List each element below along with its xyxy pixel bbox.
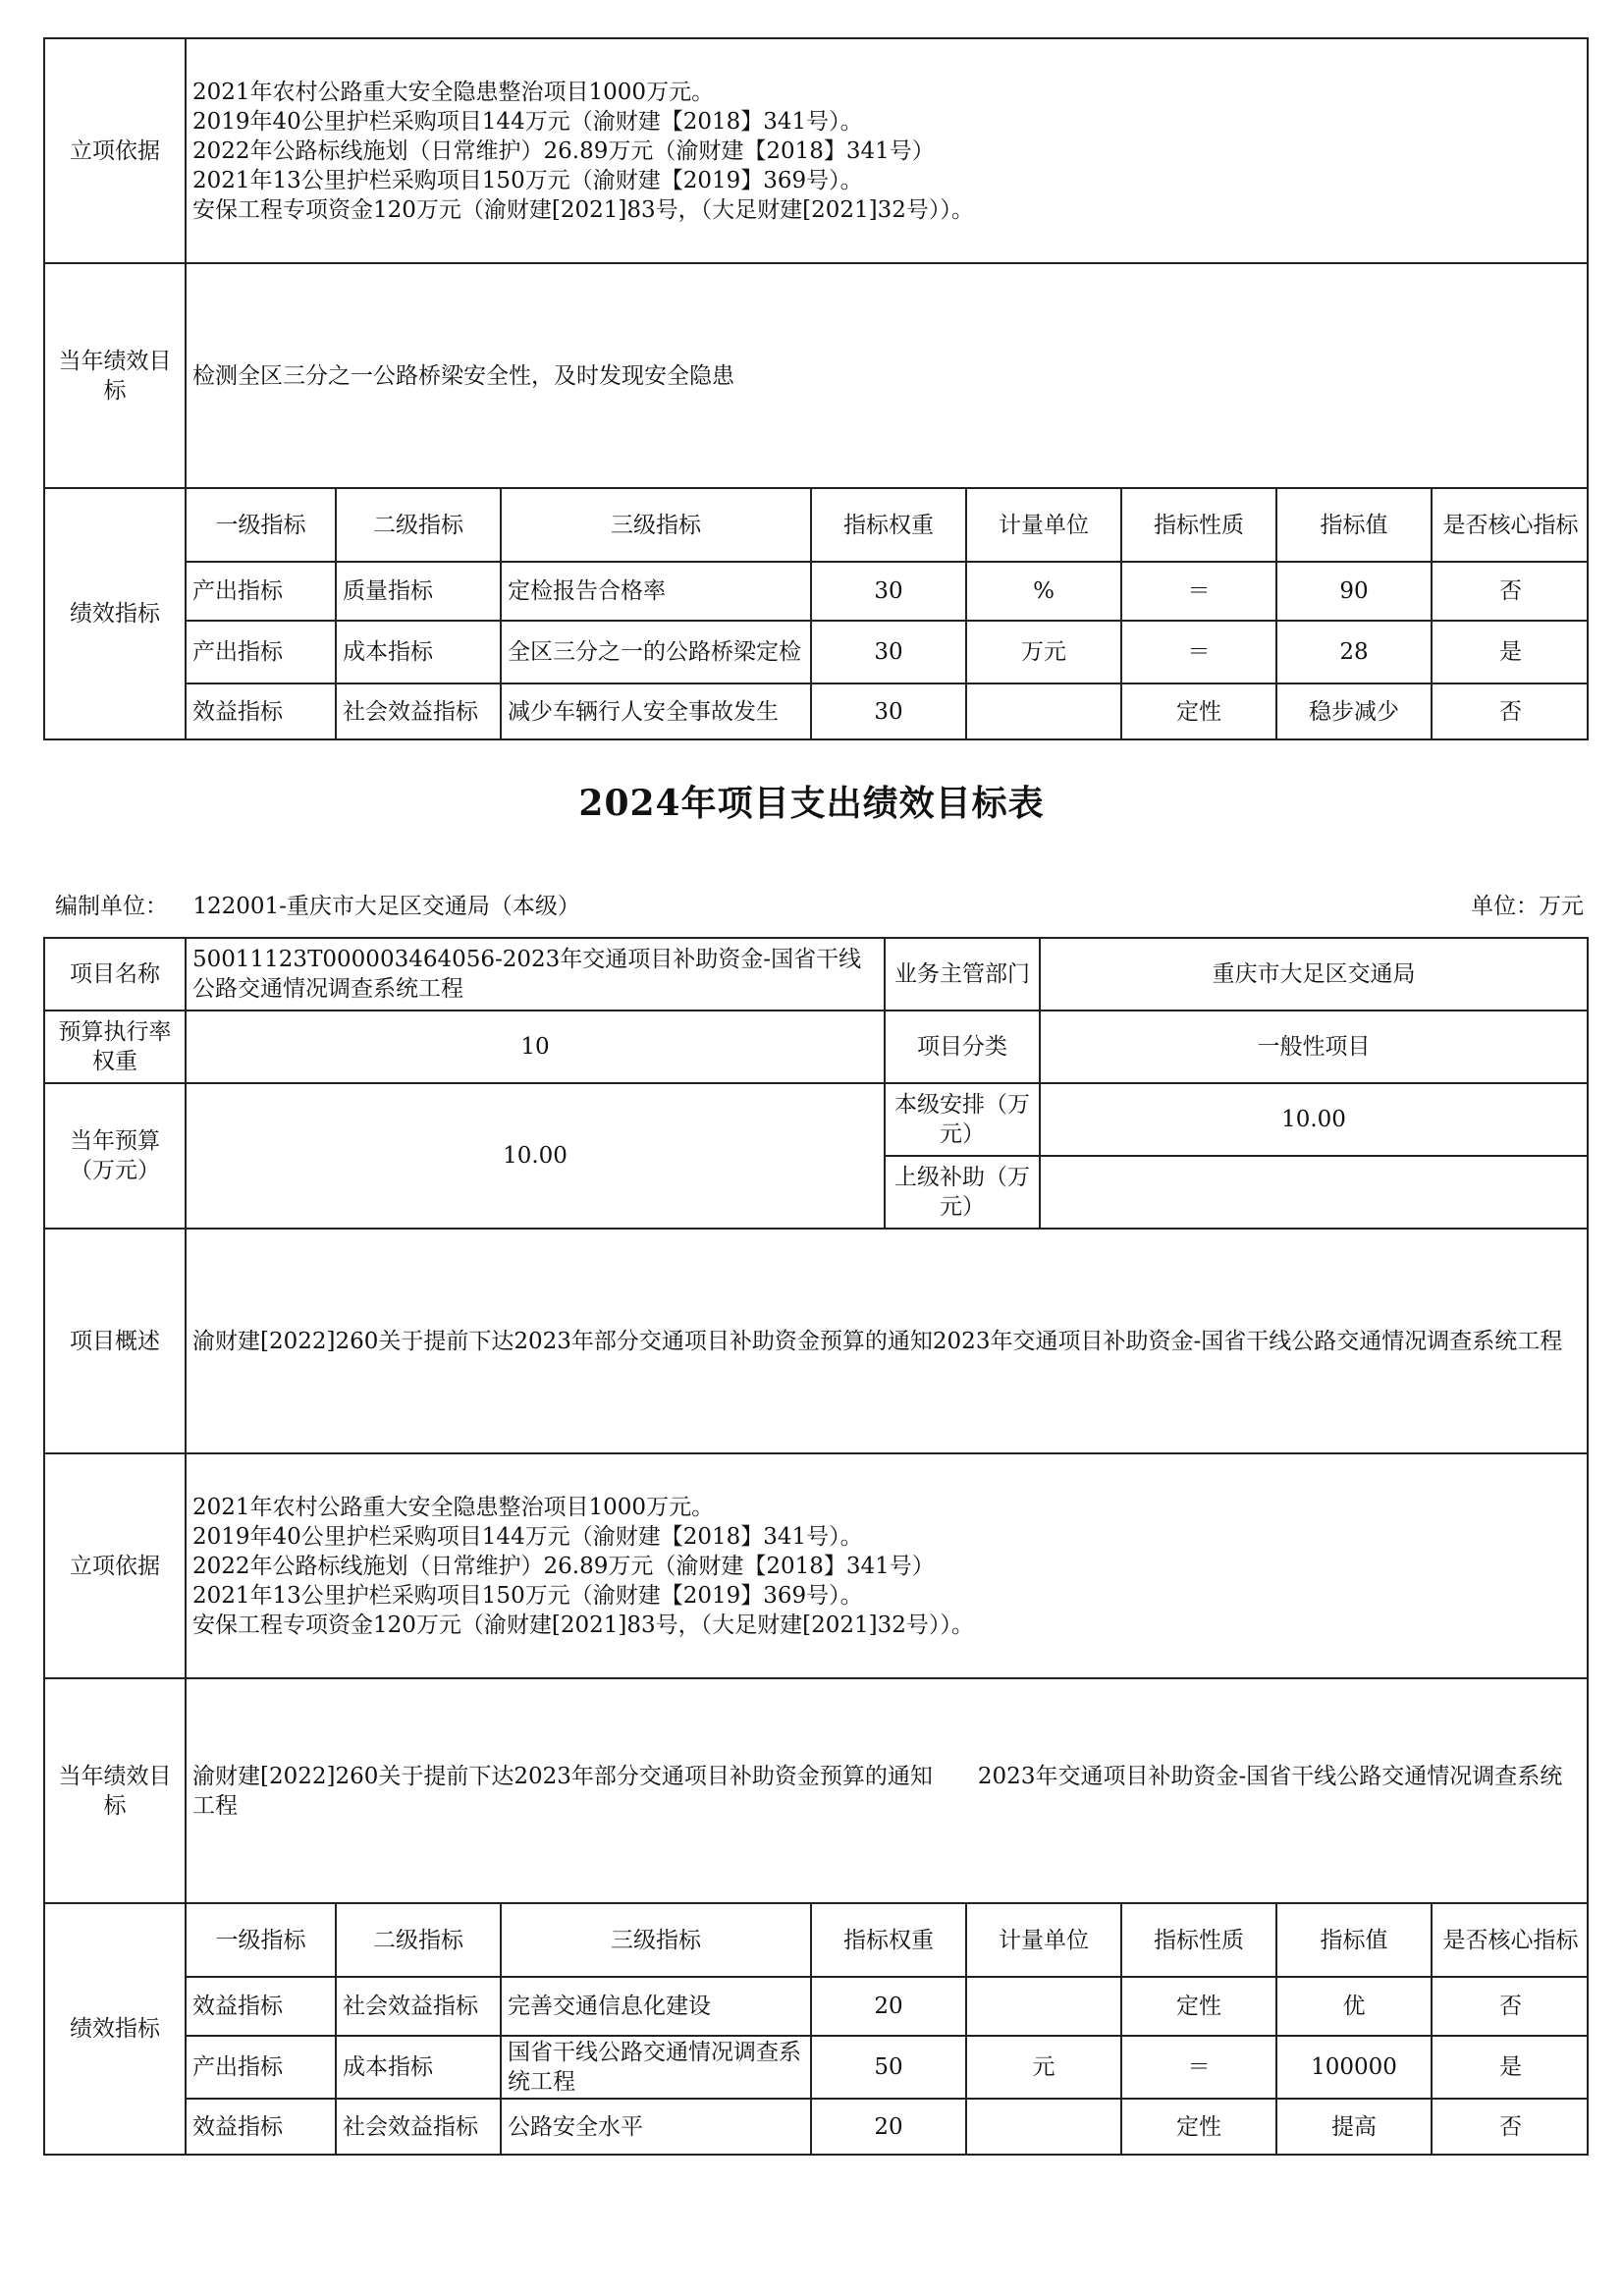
header-unit: 计量单位: [966, 1904, 1121, 1977]
cell-level1: 产出指标: [187, 2036, 336, 2099]
goal-text: 渝财建[2022]260关于提前下达2023年部分交通项目补助资金预算的通知 2023年交通项目补助资金-国省干线公路交通情况调查系统工程: [186, 1678, 1588, 1903]
cell-nature: ＝: [1121, 2036, 1276, 2099]
cell-level2: 成本指标: [336, 2036, 501, 2099]
cell-weight: 20: [811, 2099, 966, 2154]
top-basis-line: 2022年公路标线施划（日常维护）26.89万元（渝财建【2018】341号）: [192, 137, 935, 164]
cell-level1: 产出指标: [187, 621, 336, 683]
header-level3: 三级指标: [501, 1904, 811, 1977]
header-level1: 一级指标: [187, 489, 336, 562]
top-basis-label: 立项依据: [44, 38, 186, 263]
cell-nature: 定性: [1121, 683, 1276, 738]
cell-nature: 定性: [1121, 1977, 1276, 2036]
cell-weight: 30: [811, 683, 966, 738]
rate-value: 10: [186, 1011, 885, 1083]
budget-label: 当年预算（万元）: [44, 1083, 186, 1229]
page-title: 2024年项目支出绩效目标表: [578, 783, 1045, 824]
compiling-unit: [55, 888, 580, 920]
basis-line: 安保工程专项资金120万元（渝财建[2021]83号，（大足财建[2021]32号））。: [192, 1612, 974, 1638]
top-basis-line: 2021年13公里护栏采购项目150万元（渝财建【2019】369号）。: [192, 167, 863, 193]
table-row: [187, 2036, 1589, 2099]
basis-line: 2021年13公里护栏采购项目150万元（渝财建【2019】369号）。: [192, 1582, 863, 1609]
top-indicator-label: 绩效指标: [44, 488, 186, 739]
cell-unit: 万元: [966, 621, 1121, 683]
cell-core: 是: [1432, 621, 1589, 683]
cell-value: 90: [1276, 562, 1432, 621]
local-label: 本级安排（万元）: [885, 1083, 1040, 1156]
budget-value: 10.00: [186, 1083, 885, 1229]
cell-level3: 减少车辆行人安全事故发生: [501, 683, 811, 738]
overview-label: 项目概述: [44, 1229, 186, 1453]
basis-content: [186, 1453, 1588, 1678]
basis-line: 2021年农村公路重大安全隐患整治项目1000万元。: [192, 1494, 715, 1520]
header-weight: 指标权重: [811, 489, 966, 562]
cell-unit: [966, 683, 1121, 738]
table-row: [187, 2099, 1589, 2154]
category-value: 一般性项目: [1040, 1011, 1588, 1083]
cell-level1: 效益指标: [187, 2099, 336, 2154]
cell-level2: 社会效益指标: [336, 1977, 501, 2036]
cell-value: 28: [1276, 621, 1432, 683]
top-indicator-table: [187, 489, 1589, 738]
project-table: [43, 937, 1589, 2156]
cell-core: 否: [1432, 683, 1589, 738]
cell-weight: 30: [811, 562, 966, 621]
dept-value: 重庆市大足区交通局: [1040, 938, 1588, 1011]
cell-level2: 社会效益指标: [336, 2099, 501, 2154]
project-name-label: 项目名称: [44, 938, 186, 1011]
basis-line: 2022年公路标线施划（日常维护）26.89万元（渝财建【2018】341号）: [192, 1553, 935, 1579]
indicator-table: [187, 1904, 1589, 2154]
cell-value: 稳步减少: [1276, 683, 1432, 738]
basis-label: 立项依据: [44, 1453, 186, 1678]
compiling-unit-label: 编制单位：: [55, 894, 168, 919]
currency-unit: 单位：万元: [1471, 894, 1584, 919]
cell-level3: 定检报告合格率: [501, 562, 811, 621]
header-nature: 指标性质: [1121, 1904, 1276, 1977]
rate-label: 预算执行率权重: [44, 1011, 186, 1083]
cell-weight: 30: [811, 621, 966, 683]
table-row: [187, 621, 1589, 683]
basis-line: 2019年40公里护栏采购项目144万元（渝财建【2018】341号）。: [192, 1523, 863, 1550]
cell-level1: 产出指标: [187, 562, 336, 621]
top-basis-line: 安保工程专项资金120万元（渝财建[2021]83号，（大足财建[2021]32号））。: [192, 196, 974, 223]
header-nature: 指标性质: [1121, 489, 1276, 562]
cell-nature: ＝: [1121, 562, 1276, 621]
dept-label: 业务主管部门: [885, 938, 1040, 1011]
cell-weight: 20: [811, 1977, 966, 2036]
cell-core: 是: [1432, 2036, 1589, 2099]
header-level2: 二级指标: [336, 489, 501, 562]
upper-label: 上级补助（万元）: [885, 1156, 1040, 1229]
cell-unit: %: [966, 562, 1121, 621]
header-value: 指标值: [1276, 489, 1432, 562]
cell-core: 否: [1432, 562, 1589, 621]
cell-level3: 国省干线公路交通情况调查系统工程: [501, 2036, 811, 2099]
cell-level2: 质量指标: [336, 562, 501, 621]
table-row: [187, 562, 1589, 621]
top-goal-text: 检测全区三分之一公路桥梁安全性，及时发现安全隐患: [186, 263, 1588, 488]
local-value: 10.00: [1040, 1083, 1588, 1156]
header-weight: 指标权重: [811, 1904, 966, 1977]
goal-label: 当年绩效目标: [44, 1678, 186, 1903]
table-row: [187, 1977, 1589, 2036]
top-basis-line: 2019年40公里护栏采购项目144万元（渝财建【2018】341号）。: [192, 108, 863, 135]
cell-nature: ＝: [1121, 621, 1276, 683]
cell-value: 提高: [1276, 2099, 1432, 2154]
cell-core: 否: [1432, 1977, 1589, 2036]
indicator-label: 绩效指标: [44, 1903, 186, 2155]
header-unit: 计量单位: [966, 489, 1121, 562]
header-level3: 三级指标: [501, 489, 811, 562]
top-basis-content: [186, 38, 1588, 263]
category-label: 项目分类: [885, 1011, 1040, 1083]
header-level2: 二级指标: [336, 1904, 501, 1977]
header-core: 是否核心指标: [1432, 489, 1589, 562]
overview-text: 渝财建[2022]260关于提前下达2023年部分交通项目补助资金预算的通知2023年交通项目补助资金-国省干线公路交通情况调查系统工程: [186, 1229, 1588, 1453]
cell-value: 优: [1276, 1977, 1432, 2036]
top-basis-line: 2021年农村公路重大安全隐患整治项目1000万元。: [192, 79, 715, 105]
project-name-value: 50011123T000003464056-2023年交通项目补助资金-国省干线公路交通情况调查系统工程: [186, 938, 885, 1011]
cell-unit: 元: [966, 2036, 1121, 2099]
header-value: 指标值: [1276, 1904, 1432, 1977]
header-core: 是否核心指标: [1432, 1904, 1589, 1977]
cell-core: 否: [1432, 2099, 1589, 2154]
header-level1: 一级指标: [187, 1904, 336, 1977]
table-row: [187, 683, 1589, 738]
top-table: [43, 37, 1589, 740]
compiling-unit-value: 122001-重庆市大足区交通局（本级）: [192, 894, 580, 919]
cell-level2: 成本指标: [336, 621, 501, 683]
cell-unit: [966, 2099, 1121, 2154]
cell-level3: 公路安全水平: [501, 2099, 811, 2154]
cell-level2: 社会效益指标: [336, 683, 501, 738]
upper-value: [1040, 1156, 1588, 1229]
cell-unit: [966, 1977, 1121, 2036]
cell-nature: 定性: [1121, 2099, 1276, 2154]
cell-weight: 50: [811, 2036, 966, 2099]
cell-level1: 效益指标: [187, 1977, 336, 2036]
top-goal-label: 当年绩效目标: [44, 263, 186, 488]
cell-level3: 完善交通信息化建设: [501, 1977, 811, 2036]
cell-level1: 效益指标: [187, 683, 336, 738]
cell-value: 100000: [1276, 2036, 1432, 2099]
cell-level3: 全区三分之一的公路桥梁定检: [501, 621, 811, 683]
